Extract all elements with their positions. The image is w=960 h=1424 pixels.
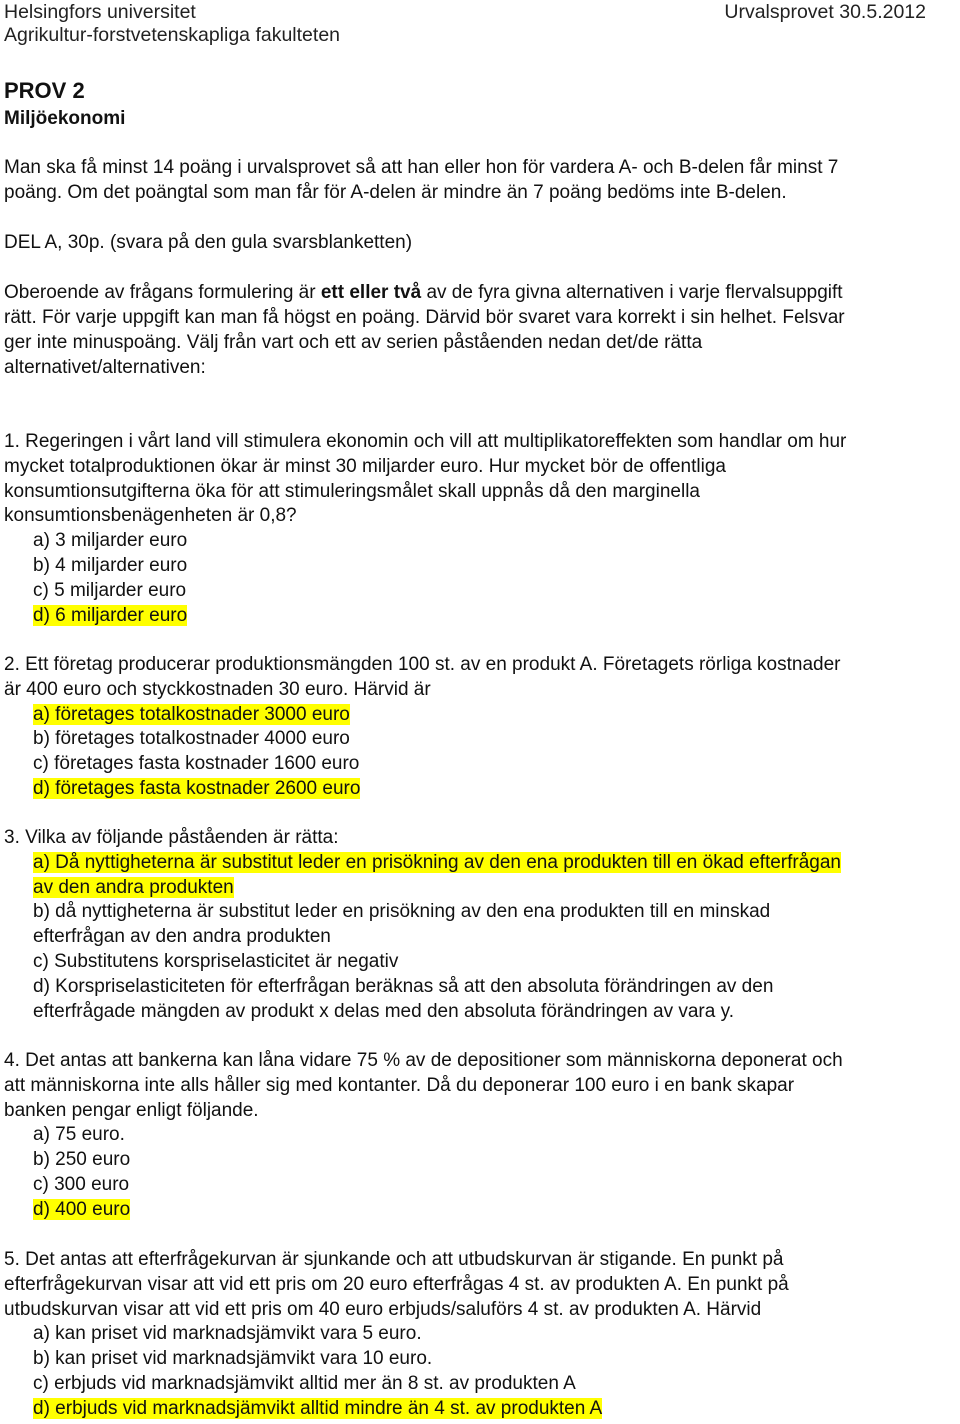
answer-option-text: c) 5 miljarder euro xyxy=(33,580,187,601)
answer-option xyxy=(33,554,187,578)
answer-option-text: b) företages totalkostnader 4000 euro xyxy=(33,728,350,749)
answer-option xyxy=(33,851,841,875)
question-stem-line: konsumtionsutgifterna öka för att stimuleringsmålet skall uppnås då den marginella xyxy=(4,481,700,502)
section-heading: DEL A, 30p. (svara på den gula svarsblanketten) xyxy=(4,232,413,253)
answer-option-correct-text: a) Då nyttigheterna är substitut leder en prisökning av den ena produkten till en ökad efterfrågan xyxy=(33,852,842,873)
answer-option xyxy=(33,1198,130,1222)
answer-option-correct-text: d) 6 miljarder euro xyxy=(33,605,188,626)
answer-option xyxy=(33,1372,576,1396)
instructions-line: ger inte minuspoäng. Välj från vart och ett av serien påståenden nedan det/de rätta xyxy=(4,332,703,353)
faculty-name: Agrikultur-forstvetenskapliga fakulteten xyxy=(4,24,341,46)
instructions-line xyxy=(4,281,843,305)
answer-option-text: d) Korspriselasticiteten för efterfrågan beräknas så att den absoluta förändringen av den xyxy=(33,976,774,997)
answer-option-correct-text: av den andra produkten xyxy=(33,877,234,898)
question-stem-line: utbudskurvan visar att vid ett pris om 40 euro erbjuds/saluförs 4 st. av produkten A. Härvid xyxy=(4,1299,762,1320)
answer-option-text: b) 4 miljarder euro xyxy=(33,555,188,576)
answer-option xyxy=(33,925,331,949)
answer-option-text: a) 3 miljarder euro xyxy=(33,530,188,551)
exam-subject: Miljöekonomi xyxy=(4,108,126,129)
answer-option xyxy=(33,950,398,974)
answer-option-text: b) kan priset vid marknadsjämvikt vara 10 euro. xyxy=(33,1348,433,1369)
answer-option-correct-text: d) företages fasta kostnader 2600 euro xyxy=(33,778,361,799)
answer-option xyxy=(33,1173,129,1197)
answer-option xyxy=(33,529,187,553)
answer-option-text: c) Substitutens korspriselasticitet är negativ xyxy=(33,951,399,972)
answer-option xyxy=(33,1123,125,1147)
question-stem: 1. Regeringen i vårt land vill stimulera ekonomin och vill att multiplikatoreffekten som handlar om hur xyxy=(4,431,847,452)
university-name: Helsingfors universitet xyxy=(4,1,196,23)
answer-option-text: c) 300 euro xyxy=(33,1174,130,1195)
question-stem-line: att människorna inte alls håller sig med kontanter. Då du deponerar 100 euro i en bank skapar xyxy=(4,1075,795,1096)
answer-option xyxy=(33,1322,422,1346)
answer-option-text: b) då nyttigheterna är substitut leder en prisökning av den ena produkten till en minskad xyxy=(33,901,771,922)
question-stem: 3. Vilka av följande påståenden är rätta: xyxy=(4,827,339,848)
answer-option xyxy=(33,1347,432,1371)
question-stem: 2. Ett företag producerar produktionsmängden 100 st. av en produkt A. Företagets rörliga kostnader xyxy=(4,654,841,675)
answer-option xyxy=(33,703,350,727)
instructions-text: Oberoende av frågans formulering är xyxy=(4,282,321,303)
question-stem-line: efterfrågekurvan visar att vid ett pris om 20 euro efterfrågas 4 st. av produkten A. En punkt på xyxy=(4,1274,789,1295)
answer-option-text: a) 75 euro. xyxy=(33,1124,125,1145)
intro-line: poäng. Om det poängtal som man får för A-delen är mindre än 7 poäng bedöms inte B-delen. xyxy=(4,182,787,203)
question-stem: 4. Det antas att bankerna kan låna vidare 75 % av de depositioner som människorna deponerat och xyxy=(4,1050,843,1071)
instructions-line: rätt. För varje uppgift kan man få högst en poäng. Därvid bör svaret vara korrekt i sin helhet. Felsvar xyxy=(4,307,845,328)
answer-option-correct-text: d) erbjuds vid marknadsjämvikt alltid mindre än 4 st. av produkten A xyxy=(33,1398,603,1419)
answer-option xyxy=(33,1397,602,1421)
question-stem-line: är 400 euro och styckkostnaden 30 euro. Härvid är xyxy=(4,679,431,700)
answer-option xyxy=(33,975,773,999)
exam-title: PROV 2 xyxy=(4,78,85,103)
intro-line: Man ska få minst 14 poäng i urvalsprovet så att han eller hon för vardera A- och B-delen får minst 7 xyxy=(4,157,839,178)
question-stem: 5. Det antas att efterfrågekurvan är sjunkande och att utbudskurvan är stigande. En punkt på xyxy=(4,1249,784,1270)
instructions-line: alternativet/alternativen: xyxy=(4,357,206,378)
answer-option xyxy=(33,777,360,801)
answer-option xyxy=(33,1148,130,1172)
answer-option xyxy=(33,900,770,924)
answer-option xyxy=(33,579,186,603)
answer-option-text: efterfrågade mängden av produkt x delas med den absoluta förändringen av vara y. xyxy=(33,1001,734,1022)
answer-option xyxy=(33,727,350,751)
answer-option-text: c) företages fasta kostnader 1600 euro xyxy=(33,753,360,774)
instructions-text: av de fyra givna alternativen i varje flervalsuppgift xyxy=(421,282,843,303)
answer-option-text: c) erbjuds vid marknadsjämvikt alltid mer än 8 st. av produkten A xyxy=(33,1373,576,1394)
answer-option xyxy=(33,752,359,776)
answer-option-text: a) kan priset vid marknadsjämvikt vara 5 euro. xyxy=(33,1323,422,1344)
exam-date: Urvalsprovet 30.5.2012 xyxy=(724,1,926,23)
answer-option-correct-text: a) företages totalkostnader 3000 euro xyxy=(33,704,350,725)
answer-option-correct-text: d) 400 euro xyxy=(33,1199,131,1220)
question-stem-line: banken pengar enligt följande. xyxy=(4,1100,259,1121)
question-stem-line: konsumtionsbenägenheten är 0,8? xyxy=(4,505,297,526)
answer-option-text: efterfrågan av den andra produkten xyxy=(33,926,331,947)
answer-option xyxy=(33,604,187,628)
answer-option xyxy=(33,876,234,900)
answer-option-text: b) 250 euro xyxy=(33,1149,131,1170)
question-stem-line: mycket totalproduktionen ökar är minst 30 miljarder euro. Hur mycket bör de offentliga xyxy=(4,456,726,477)
instructions-emphasis: ett eller två xyxy=(320,282,422,303)
answer-option xyxy=(33,1000,734,1024)
